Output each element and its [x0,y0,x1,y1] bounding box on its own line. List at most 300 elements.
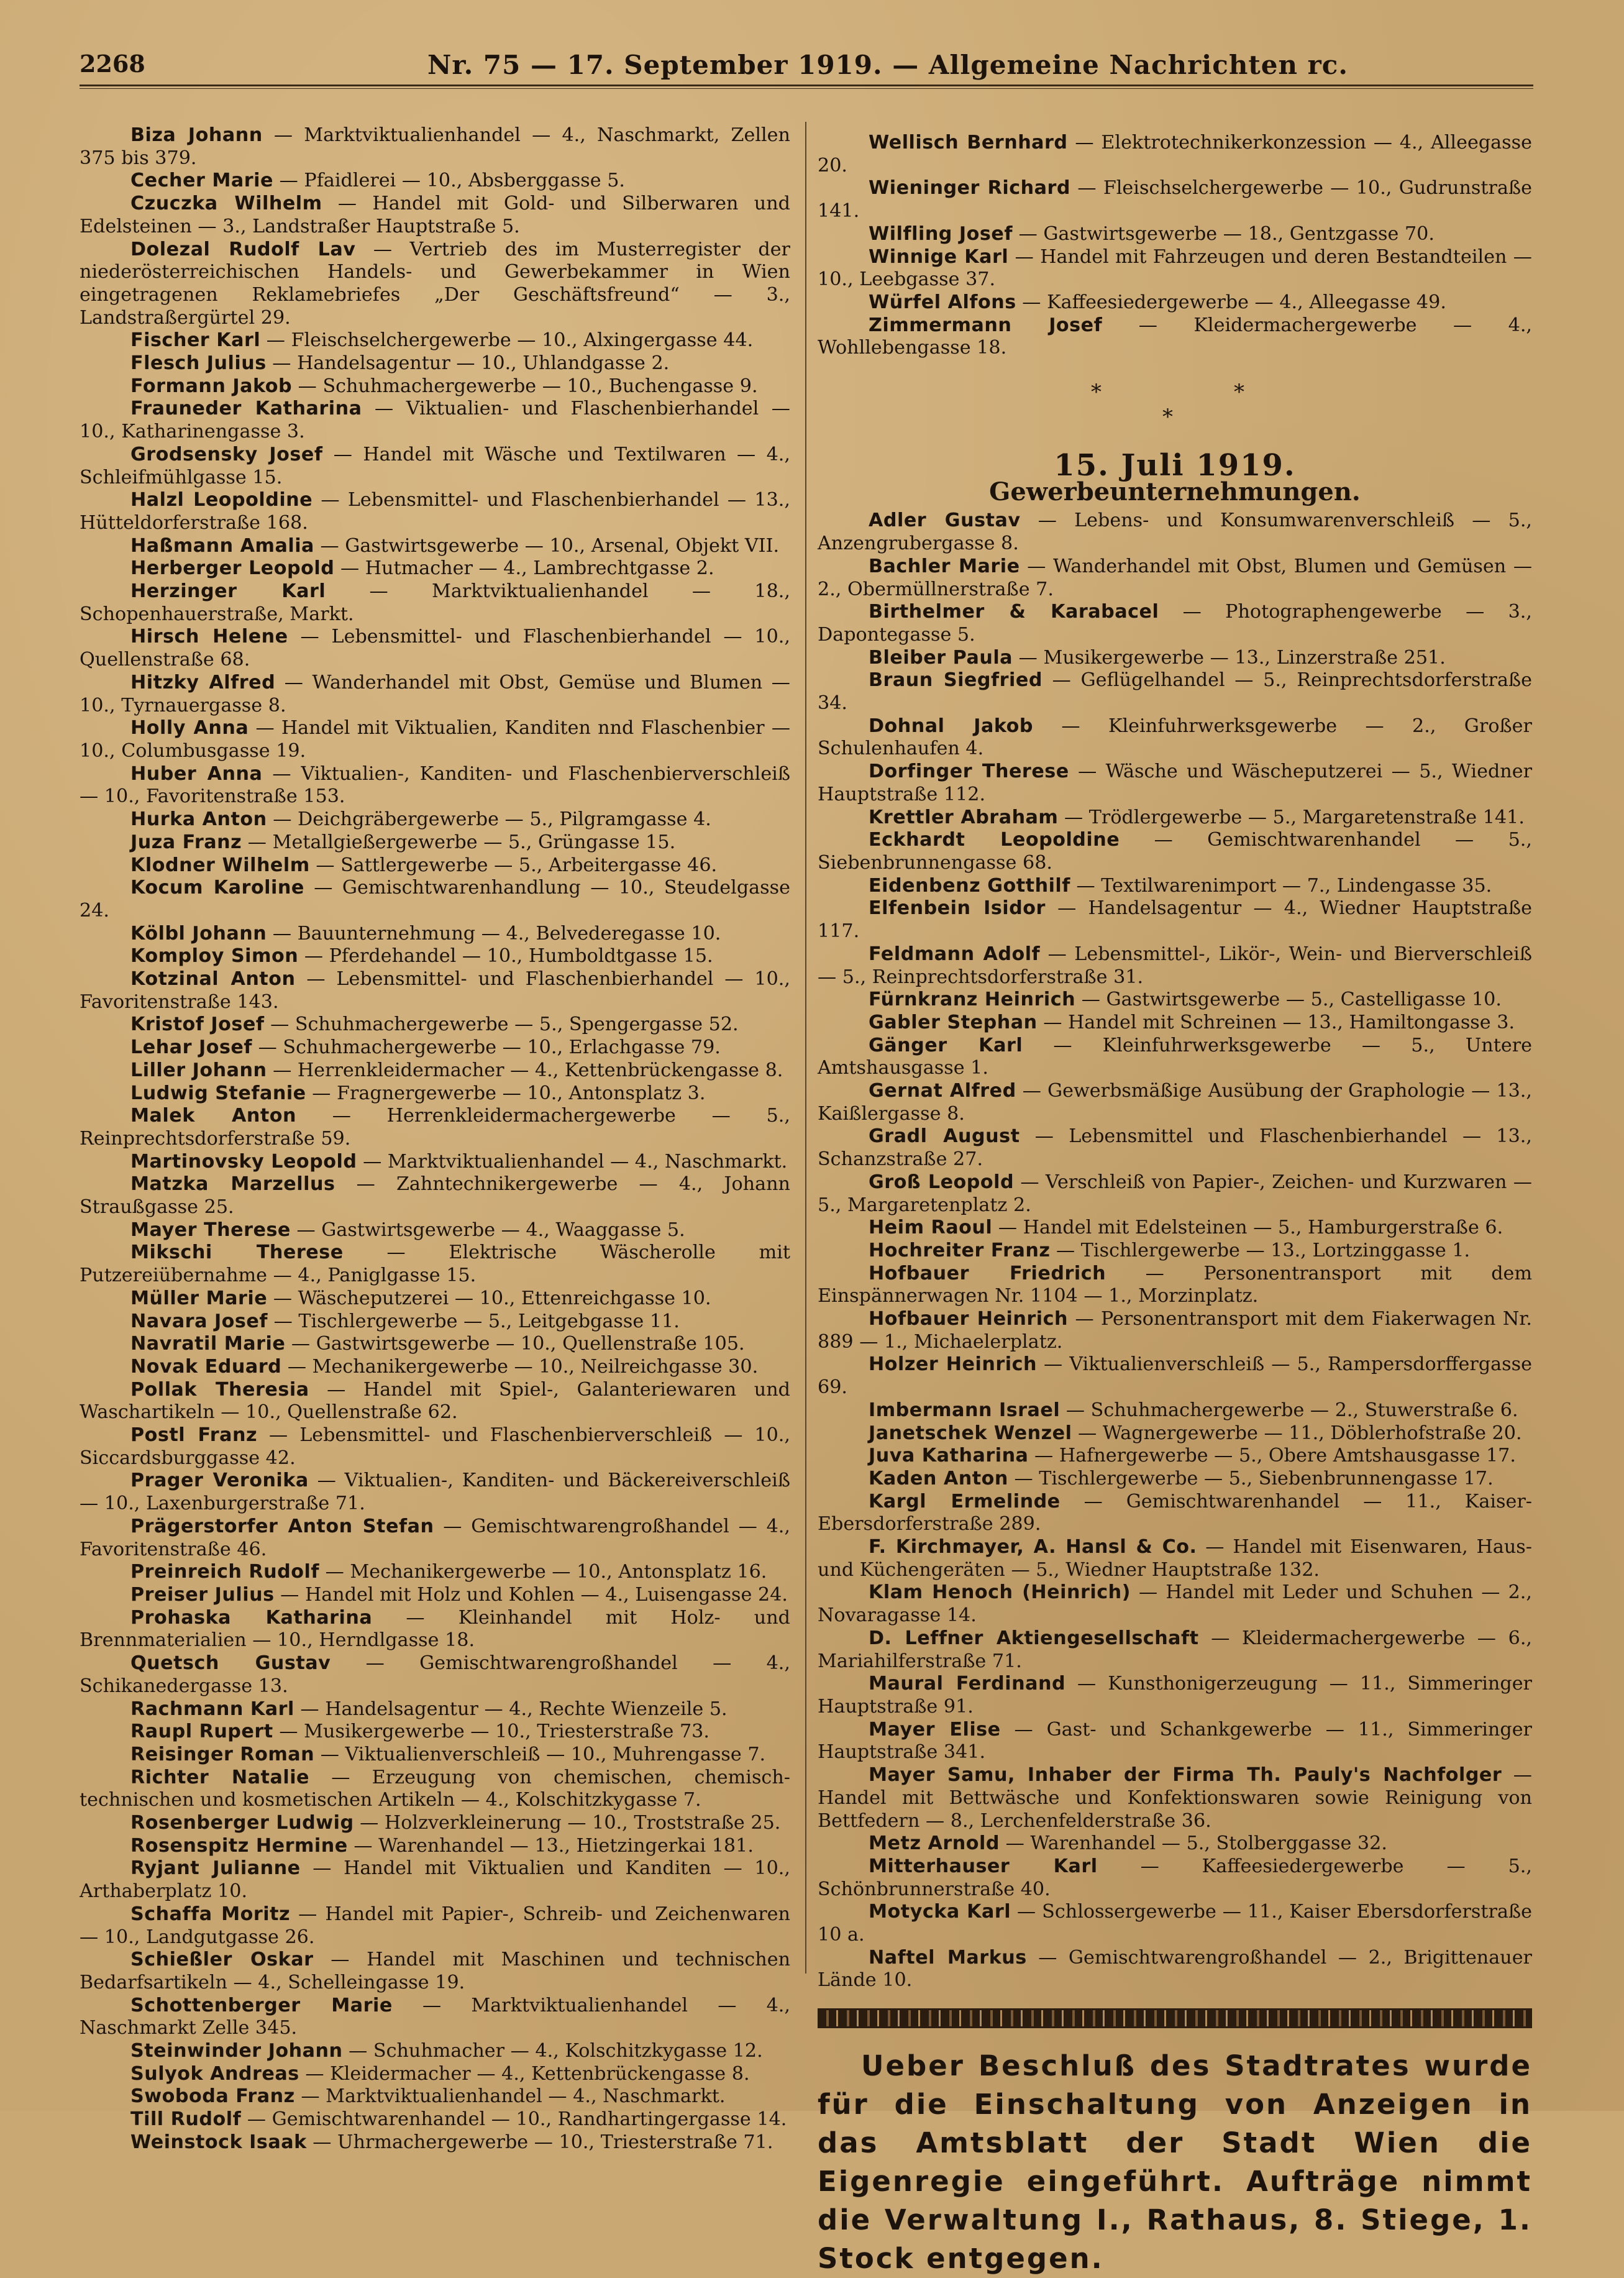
entry-name: Weinstock Isaak [130,2131,307,2153]
entry-details: — Wagnergewerbe — 11., Döblerhofstraße 20. [1072,1422,1522,1444]
register-entry [80,535,790,558]
entry-details: — Erzeugung von chemischen, chemisch-technischen und kosmetischen Artikeln — 4., Kolschitzkygasse 7. [80,1766,790,1811]
register-entry [818,761,1532,806]
register-entry [80,1151,790,1174]
entry-details: — Sattlergewerbe — 5., Arbeitergasse 46. [309,854,718,876]
entry-details: — Lebens- und Konsumwarenverschleiß — 5., Anzengrubergasse 8. [818,510,1533,555]
register-entry [818,1673,1532,1718]
entry-details: — Gemischtwarenhandel — 10., Randhartingergasse 14. [241,2108,787,2131]
register-entry [80,1242,790,1287]
entry-name: Mayer Therese [130,1219,291,1241]
register-entry [80,329,790,352]
entry-details: — Lebensmittel- und Flaschenbierhandel — 13., Hütteldorferstraße 168. [80,489,790,534]
entry-name: Rosenberger Ludwig [130,1812,354,1834]
entry-details: — Zahntechnikergewerbe — 4., Johann Straußgasse 25. [80,1173,790,1219]
register-entry [818,223,1532,246]
register-entry [80,1835,790,1858]
register-entry [80,1105,790,1150]
entry-details: — Elektrische Wäscherolle mit Putzereiübernahme — 4., Paniglgasse 15. [80,1242,790,1287]
register-entry [818,715,1532,761]
entry-name: Komploy Simon [130,945,299,967]
entry-details: — Warenhandel — 5., Stolberggasse 32. [999,1832,1387,1855]
register-entry [818,1012,1532,1035]
register-entry [80,1470,790,1515]
entry-name: Raupl Rupert [130,1721,273,1743]
entry-details: — Handel mit Leder und Schuhen — 2., Novaragasse 14. [818,1581,1532,1627]
entry-name: Frauneder Katharina [130,398,362,420]
register-entry [80,352,790,375]
entry-name: Birthelmer & Karabacel [869,601,1159,623]
entry-details: — Pfaidlerei — 10., Absberggasse 5. [273,170,626,192]
entry-name: Adler Gustav [869,510,1021,532]
register-entry [818,246,1532,291]
entry-details: — Kaffeesiedergewerbe — 5., Schönbrunnerstraße 40. [818,1855,1532,1900]
register-entry [80,2063,790,2086]
register-entry [80,1652,790,1698]
entry-details: — Fleischselchergewerbe — 10., Alxingergasse 44. [260,329,754,352]
entry-details: — Photographengewerbe — 3., Dapontegasse 5. [818,601,1532,646]
section-title: Gewerbeunternehmungen. [989,477,1361,506]
entry-details: — Mechanikergewerbe — 10., Antonsplatz 16. [319,1561,767,1583]
register-entry [818,1581,1532,1627]
entry-name: Naftel Markus [869,1946,1027,1969]
entry-name: Czuczka Wilhelm [130,193,322,215]
entry-name: Pollak Theresia [130,1378,309,1401]
entry-details: — Fleischselchergewerbe — 10., Gudrunstraße 141. [818,177,1532,222]
register-entry [80,626,790,671]
register-entry [818,1445,1532,1468]
entry-details: — Handel mit Viktualien, Kanditen nnd Flaschenbier — 10., Columbusgasse 19. [80,717,791,762]
entry-details: — Marktviktualienhandel — 18., Schopenhauerstraße, Markt. [80,580,790,625]
entry-details: — Elektrotechnikerkonzession — 4., Alleegasse 20. [818,132,1532,176]
register-entry [80,1721,790,1744]
entry-details: — Pferdehandel — 10., Humboldtgasse 15. [298,945,713,967]
entry-name: Kotzinal Anton [130,968,296,990]
entry-details: — Lebensmittel- und Flaschenbierverschleiß — 10., Siccardsburggasse 42. [80,1424,790,1469]
register-entry [80,375,790,398]
entry-details: — Handel mit Wäsche und Textilwaren — 4., Schleifmühlgasse 15. [80,443,790,488]
entry-details: — Handelsagentur — 10., Uhlandgasse 2. [266,352,670,375]
entry-name: Cecher Marie [130,170,274,192]
entry-details: — Handel mit Viktualien und Kanditen — 10., Arthaberplatz 10. [80,1857,790,1903]
entry-details: — Musikergewerbe — 13., Linzerstraße 251. [1013,646,1446,669]
entry-name: Mayer Samu, Inhaber der Firma Th. Pauly's Nachfolger [869,1764,1502,1786]
register-entry [80,1082,790,1105]
section-separator-stars [818,381,1532,437]
entry-name: Halzl Leopoldine [130,489,313,511]
entry-name: Herberger Leopold [130,557,335,580]
entry-name: Eidenbenz Gotthilf [869,874,1070,897]
entry-name: Feldmann Adolf [869,943,1041,965]
register-entry [818,1399,1532,1422]
entry-details: — Gemischtwarengroßhandel — 4., Favoritenstraße 46. [80,1515,790,1560]
register-entry [818,1125,1532,1171]
register-entry [80,763,790,808]
register-entry [818,1263,1532,1308]
entry-details: — Wanderhandel mit Obst, Blumen und Gemüsen — 2., Obermüllnerstraße 7. [818,555,1533,600]
entry-details: — Handelsagentur — 4., Rechte Wienzeile 5. [294,1698,728,1720]
entry-name: Ludwig Stefanie [130,1082,306,1104]
entry-details: — Marktviktualienhandel — 4., Naschmarkt. [294,2085,726,2108]
entry-name: Lehar Josef [130,1036,253,1059]
register-entry [80,170,790,193]
entry-name: Metz Arnold [869,1832,1000,1855]
entry-name: Navara Josef [130,1310,268,1332]
register-entry [80,1949,790,1994]
register-entry [818,1764,1532,1832]
entry-details: — Gastwirtsgewerbe — 10., Quellenstraße 105. [285,1333,745,1355]
entry-details: — Textilwarenimport — 7., Lindengasse 35. [1070,874,1492,897]
page-number: 2268 [80,50,145,78]
register-entry [80,1013,790,1036]
register-entry [818,807,1532,830]
entry-name: Juza Franz [130,831,242,853]
entry-details: — Geflügelhandel — 5., Reinprechtsdorferstraße 34. [818,669,1532,715]
register-entry [818,314,1532,360]
entry-name: Ryjant Julianne [130,1857,301,1880]
entry-name: Holzer Heinrich [869,1353,1037,1376]
page-header [80,46,1533,83]
entry-name: Krettler Abraham [869,806,1059,828]
entry-details: — Wäscheputzerei — 10., Ettenreichgasse 10. [267,1287,711,1309]
entry-name: Hofbauer Friedrich [869,1262,1106,1284]
register-entry [80,2085,790,2108]
register-entry [818,875,1532,898]
entry-details: — Wäsche und Wäscheputzerei — 5., Wiedner Hauptstraße 112. [818,761,1533,805]
entry-name: Groß Leopold [869,1171,1015,1193]
notice-text: Ueber Beschluß des Stadtrates wurde für die Einschaltung von Anzeigen in das Amtsblatt der Stadt Wien die Eigenregie eingeführt. Aufträge nimmt die Verwaltung I., Rathaus, 8. Stiege, 1. Stock entgegen. [818,2049,1532,2276]
section-date: 15. Juli 1919. [1054,448,1296,483]
entry-name: Kaden Anton [869,1467,1008,1489]
register-entry [80,923,790,946]
entry-name: F. Kirchmayer, A. Hansl & Co. [869,1536,1197,1558]
entry-details: — Handelsagentur — 4., Wiedner Hauptstraße 117. [818,897,1532,943]
entry-details: — Wanderhandel mit Obst, Gemüse und Blumen — 10., Tyrnauergasse 8. [80,671,790,716]
register-entry [80,717,790,762]
register-entry [818,177,1532,222]
register-entry [818,1627,1532,1673]
register-entry [80,398,790,443]
entry-name: Wieninger Richard [869,177,1070,199]
entry-name: Dolezal Rudolf Lav [130,238,356,260]
entry-details: — Vertrieb des im Musterregister der niederösterreichischen Handels- und Gewerbekammer in Wien eingetragenen Reklamebriefes „Der Geschäftsfreund“ — 3., Landstraßergürtel 29. [80,238,790,329]
entry-details: — Marktviktualienhandel — 4., Naschmarkt Zelle 345. [80,1994,790,2039]
entry-details: — Lebensmittel- und Flaschenbierhandel — 10., Quellenstraße 68. [80,626,790,671]
column-divider [805,122,806,1974]
entry-details: — Handel mit Papier-, Schreib- und Zeichenwaren — 10., Landgutgasse 26. [80,1903,790,1948]
register-entry [80,1036,790,1059]
entry-name: D. Leffner Aktiengesellschaft [869,1627,1199,1649]
register-entry [80,1516,790,1561]
entry-name: Holly Anna [130,717,249,739]
register-entry [818,132,1532,177]
register-entry [80,444,790,489]
entry-name: Prager Veronika [130,1470,309,1492]
entry-details: — Musikergewerbe — 10., Triesterstraße 73. [273,1721,709,1743]
register-entry [818,1240,1532,1263]
entry-name: Dohnal Jakob [869,715,1034,737]
entry-name: Hirsch Helene [130,626,288,648]
register-entry [80,557,790,580]
entry-name: Grodsensky Josef [130,443,323,465]
entry-name: Kocum Karoline [130,877,304,899]
right-column-bottom-entries [818,510,1532,1992]
entry-name: Müller Marie [130,1287,268,1309]
entry-details: — Deichgräbergewerbe — 5., Pilgramgasse 4. [267,808,711,831]
entry-name: Bachler Marie [869,555,1020,577]
entry-name: Till Rudolf [130,2108,242,2131]
entry-name: Hochreiter Franz [869,1239,1051,1261]
entry-name: Klodner Wilhelm [130,854,310,876]
entry-details: — Gemischtwarenhandel — 5., Siebenbrunnengasse 68. [818,829,1532,874]
register-entry [818,1536,1532,1581]
entry-name: Biza Johann [130,124,263,146]
register-entry [818,1491,1532,1536]
entry-details: — Hutmacher — 4., Lambrechtgasse 2. [334,557,714,580]
register-entry [80,193,790,238]
entry-details: — Viktualien- und Flaschenbierhandel — 10., Katharinengasse 3. [80,398,790,443]
entry-name: Herzinger Karl [130,580,326,603]
register-entry [80,1424,790,1470]
register-entry [80,1857,790,1903]
entry-details: — Trödlergewerbe — 5., Margaretenstraße 141. [1058,806,1525,828]
entry-name: Novak Eduard [130,1355,282,1378]
register-entry [80,580,790,626]
entry-details: — Schuhmachergewerbe — 10., Buchengasse 9. [292,375,758,397]
entry-name: Winnige Karl [869,245,1009,268]
register-entry [80,854,790,877]
entry-details: — Uhrmachergewerbe — 10., Triesterstraße 71. [306,2131,773,2153]
entry-name: Navratil Marie [130,1333,286,1355]
entry-name: Hofbauer Heinrich [869,1308,1069,1330]
entry-name: Gradl August [869,1125,1020,1148]
register-entry [80,1059,790,1082]
entry-name: Würfel Alfons [869,291,1016,313]
entry-details: — Hafnergewerbe — 5., Obere Amtshausgasse 17. [1028,1445,1516,1467]
register-entry [80,1584,790,1607]
entry-name: Maural Ferdinand [869,1673,1066,1695]
entry-details: — Kleinfuhrwerksgewerbe — 2., Großer Schulenhaufen 4. [818,715,1532,760]
entry-name: Braun Siegfried [869,669,1042,692]
entry-details: — Gemischtwarengroßhandel — 2., Brigittenauer Lände 10. [818,1946,1532,1992]
entry-name: Postl Franz [130,1424,258,1447]
entry-details: — Tischlergewerbe — 5., Leitgebgasse 11. [268,1310,680,1332]
entry-name: Fischer Karl [130,329,261,352]
entry-details: — Gast- und Schankgewerbe — 11., Simmeringer Hauptstraße 341. [818,1718,1532,1763]
register-entry [80,489,790,534]
entry-details: — Kleidermachergewerbe — 4., Wohllebengasse 18. [818,314,1533,359]
entry-name: Kristof Josef [130,1013,265,1036]
entry-details: — Metallgießergewerbe — 5., Grüngasse 15. [242,831,676,853]
entry-details: — Kleidermachergewerbe — 6., Mariahilferstraße 71. [818,1627,1533,1672]
entry-name: Fürnkranz Heinrich [869,989,1076,1011]
register-entry [80,1903,790,1949]
entry-name: Dorfinger Therese [869,761,1069,783]
register-entry [80,2108,790,2131]
entry-details: — Gastwirtsgewerbe — 18., Gentzgasse 70. [1012,222,1435,245]
register-entry [818,829,1532,874]
entry-details: — Fragnergewerbe — 10., Antonsplatz 3. [306,1082,706,1104]
register-entry [80,124,790,170]
register-entry [818,1832,1532,1855]
header-rule-thin [80,88,1533,89]
entry-details: — Marktviktualienhandel — 4., Naschmarkt, Zellen 375 bis 379. [80,124,790,169]
star-bottom: * [1162,405,1223,430]
entry-details: — Herrenkleidermachergewerbe — 5., Reinprechtsdorferstraße 59. [80,1105,790,1150]
entry-name: Quetsch Gustav [130,1652,331,1675]
register-entry [818,601,1532,646]
entry-details: — Gastwirtsgewerbe — 4., Waaggasse 5. [290,1219,685,1241]
entry-details: — Bauunternehmung — 4., Belvederegasse 10. [267,922,721,945]
register-entry [818,1035,1532,1080]
header-rule [80,85,1533,86]
register-entry [80,831,790,854]
entry-name: Motycka Karl [869,1901,1011,1923]
right-column-top-entries [818,132,1532,360]
register-entry [80,1311,790,1333]
register-entry [80,1744,790,1767]
right-column [818,132,1532,2278]
entry-details: — Handel mit Fahrzeugen und deren Bestandteilen — 10., Leebgasse 37. [818,245,1532,291]
entry-name: Preinreich Rudolf [130,1561,319,1583]
register-entry [80,1812,790,1835]
entry-details: — Holzverkleinerung — 10., Troststraße 25. [354,1812,781,1834]
entry-details: — Kaffeesiedergewerbe — 4., Alleegasse 49. [1016,291,1446,313]
entry-details: — Viktualienverschleiß — 5., Rampersdorffergasse 69. [818,1353,1532,1399]
entry-name: Prohaska Katharina [130,1606,373,1629]
register-entry [80,945,790,968]
entry-name: Zimmermann Josef [869,314,1103,336]
entry-details: — Lebensmittel und Flaschenbierhandel — 13., Schanzstraße 27. [818,1125,1533,1171]
entry-name: Mayer Elise [869,1718,1001,1741]
register-entry [818,669,1532,715]
entry-details: — Schlossergewerbe — 11., Kaiser Ebersdorferstraße 10 a. [818,1901,1532,1946]
entry-name: Martinovsky Leopold [130,1150,357,1173]
entry-details: — Kleidermacher — 4., Kettenbrückengasse 8. [299,2062,750,2085]
entry-name: Imbermann Israel [869,1399,1061,1421]
entry-details: — Gastwirtsgewerbe — 5., Castelligasse 10. [1075,989,1502,1011]
register-entry [818,510,1532,555]
register-entry [818,556,1532,601]
register-entry [818,1353,1532,1399]
entry-name: Schießler Oskar [130,1949,314,1971]
entry-name: Rachmann Karl [130,1698,294,1720]
entry-name: Hitzky Alfred [130,671,276,693]
left-column [80,124,790,2154]
entry-details: — Lebensmittel-, Likör-, Wein- und Bierverschleiß — 5., Reinprechtsdorferstraße 31. [818,943,1532,988]
entry-name: Swoboda Franz [130,2085,295,2108]
entry-details: — Kleinhandel mit Holz- und Brennmaterialien — 10., Herndlgasse 18. [80,1606,790,1652]
entry-name: Mitterhauser Karl [869,1855,1098,1877]
register-entry [818,1855,1532,1901]
register-entry [80,1561,790,1584]
entry-details: — Schuhmachergewerbe — 5., Spengergasse 52. [264,1013,739,1036]
entry-name: Huber Anna [130,762,263,785]
entry-details: — Gemischtwarenhandel — 11., Kaiser-Ebersdorferstraße 289. [818,1490,1532,1535]
entry-name: Kargl Ermelinde [869,1490,1061,1512]
entry-name: Mikschi Therese [130,1242,344,1264]
entry-name: Wellisch Bernhard [869,132,1068,153]
entry-details: — Mechanikergewerbe — 10., Neilreichgasse 30. [281,1355,759,1378]
entry-details: — Handel mit Gold- und Silberwaren und Edelsteinen — 3., Landstraßer Hauptstraße 5. [80,193,790,237]
entry-details: — Handel mit Spiel-, Galanteriewaren und Waschartikeln — 10., Quellenstraße 62. [80,1378,790,1424]
register-entry [818,1171,1532,1217]
entry-details: — Handel mit Edelsteinen — 5., Hamburgerstraße 6. [992,1217,1503,1239]
entry-details: — Gastwirtsgewerbe — 10., Arsenal, Objekt VII. [314,534,780,557]
register-entry [80,968,790,1013]
entry-name: Wilfling Josef [869,222,1013,245]
entry-details: — Gemischtwarenhandlung — 10., Steudelgasse 24. [80,877,790,922]
entry-name: Kölbl Johann [130,922,267,945]
register-entry [818,291,1532,314]
register-entry [818,897,1532,943]
register-entry [80,877,790,922]
register-entry [818,1947,1532,1992]
entry-name: Gernat Alfred [869,1080,1016,1102]
entry-details: — Personentransport mit dem Fiakerwagen Nr. 889 — 1., Michaelerplatz. [818,1308,1532,1353]
register-entry [80,2040,790,2063]
entry-details: — Kunsthonigerzeugung — 11., Simmeringer Hauptstraße 91. [818,1673,1532,1718]
register-entry [818,943,1532,989]
entry-details: — Kleinfuhrwerksgewerbe — 5., Untere Amtshausgasse 1. [818,1034,1532,1079]
entry-details: — Personentransport mit dem Einspännerwagen Nr. 1104 — 1., Morzinplatz. [818,1262,1533,1307]
entry-details: — Lebensmittel- und Flaschenbierhandel — 10., Favoritenstraße 143. [80,968,790,1013]
entry-name: Gänger Karl [869,1034,1023,1056]
entry-name: Liller Johann [130,1059,267,1081]
register-entry [80,1379,790,1424]
register-entry [818,1468,1532,1491]
entry-details: — Viktualien-, Kanditen- und Flaschenbierverschleiß — 10., Favoritenstraße 153. [80,762,791,808]
entry-details: — Verschleiß von Papier-, Zeichen- und Kurzwaren — 5., Margaretenplatz 2. [818,1171,1532,1216]
register-entry [818,1217,1532,1240]
register-entry [818,989,1532,1012]
entry-details: — Handel mit Eisenwaren, Haus- und Küchengeräten — 5., Wiedner Hauptstraße 132. [818,1536,1532,1581]
register-entry [80,1767,790,1812]
entry-details: — Schuhmachergewerbe — 10., Erlachgasse 79. [252,1036,721,1059]
register-entry [818,647,1532,670]
register-entry [818,1080,1532,1125]
entry-name: Schottenberger Marie [130,1994,393,2016]
register-entry [818,1719,1532,1764]
entry-name: Matzka Marzellus [130,1173,335,1196]
entry-name: Heim Raoul [869,1217,993,1239]
entry-details: — Schuhmacher — 4., Kolschitzkygasse 12. [342,2040,763,2062]
issue-line: Nr. 75 — 17. September 1919. — Allgemeine Nachrichten rc. [427,50,1348,80]
register-entry [80,1219,790,1242]
entry-name: Richter Natalie [130,1766,310,1788]
entry-details: — Marktviktualienhandel — 4., Naschmarkt. [357,1150,788,1173]
register-entry [80,1607,790,1652]
register-entry [80,672,790,717]
entry-details: — Handel mit Holz und Kohlen — 4., Luisengasse 24. [274,1584,788,1606]
entry-details: — Tischlergewerbe — 13., Lortzinggasse 1. [1050,1239,1471,1261]
entry-details: — Handel mit Schreinen — 13., Hamiltongasse 3. [1037,1011,1515,1033]
register-entry [818,1422,1532,1445]
entry-details: — Tischlergewerbe — 5., Siebenbrunnengasse 17. [1008,1467,1494,1489]
entry-name: Bleiber Paula [869,646,1013,669]
entry-name: Rosenspitz Hermine [130,1834,348,1857]
entry-name: Malek Anton [130,1105,296,1127]
register-entry [80,1333,790,1356]
register-entry [818,1901,1532,1946]
entry-details: — Schuhmachergewerbe — 2., Stuwerstraße 6. [1060,1399,1518,1421]
entry-details: — Warenhandel — 13., Hietzingerkai 181. [347,1834,754,1857]
entry-name: Flesch Julius [130,352,267,375]
entry-name: Eckhardt Leopoldine [869,829,1120,851]
entry-name: Hurka Anton [130,808,267,831]
entry-details: — Herrenkleidermacher — 4., Kettenbrückengasse 8. [267,1059,783,1081]
entry-details: — Handel mit Bettwäsche und Konfektionswaren sowie Reinigung von Bettfedern — 8., Lerchenfelderstraße 36. [818,1764,1532,1832]
